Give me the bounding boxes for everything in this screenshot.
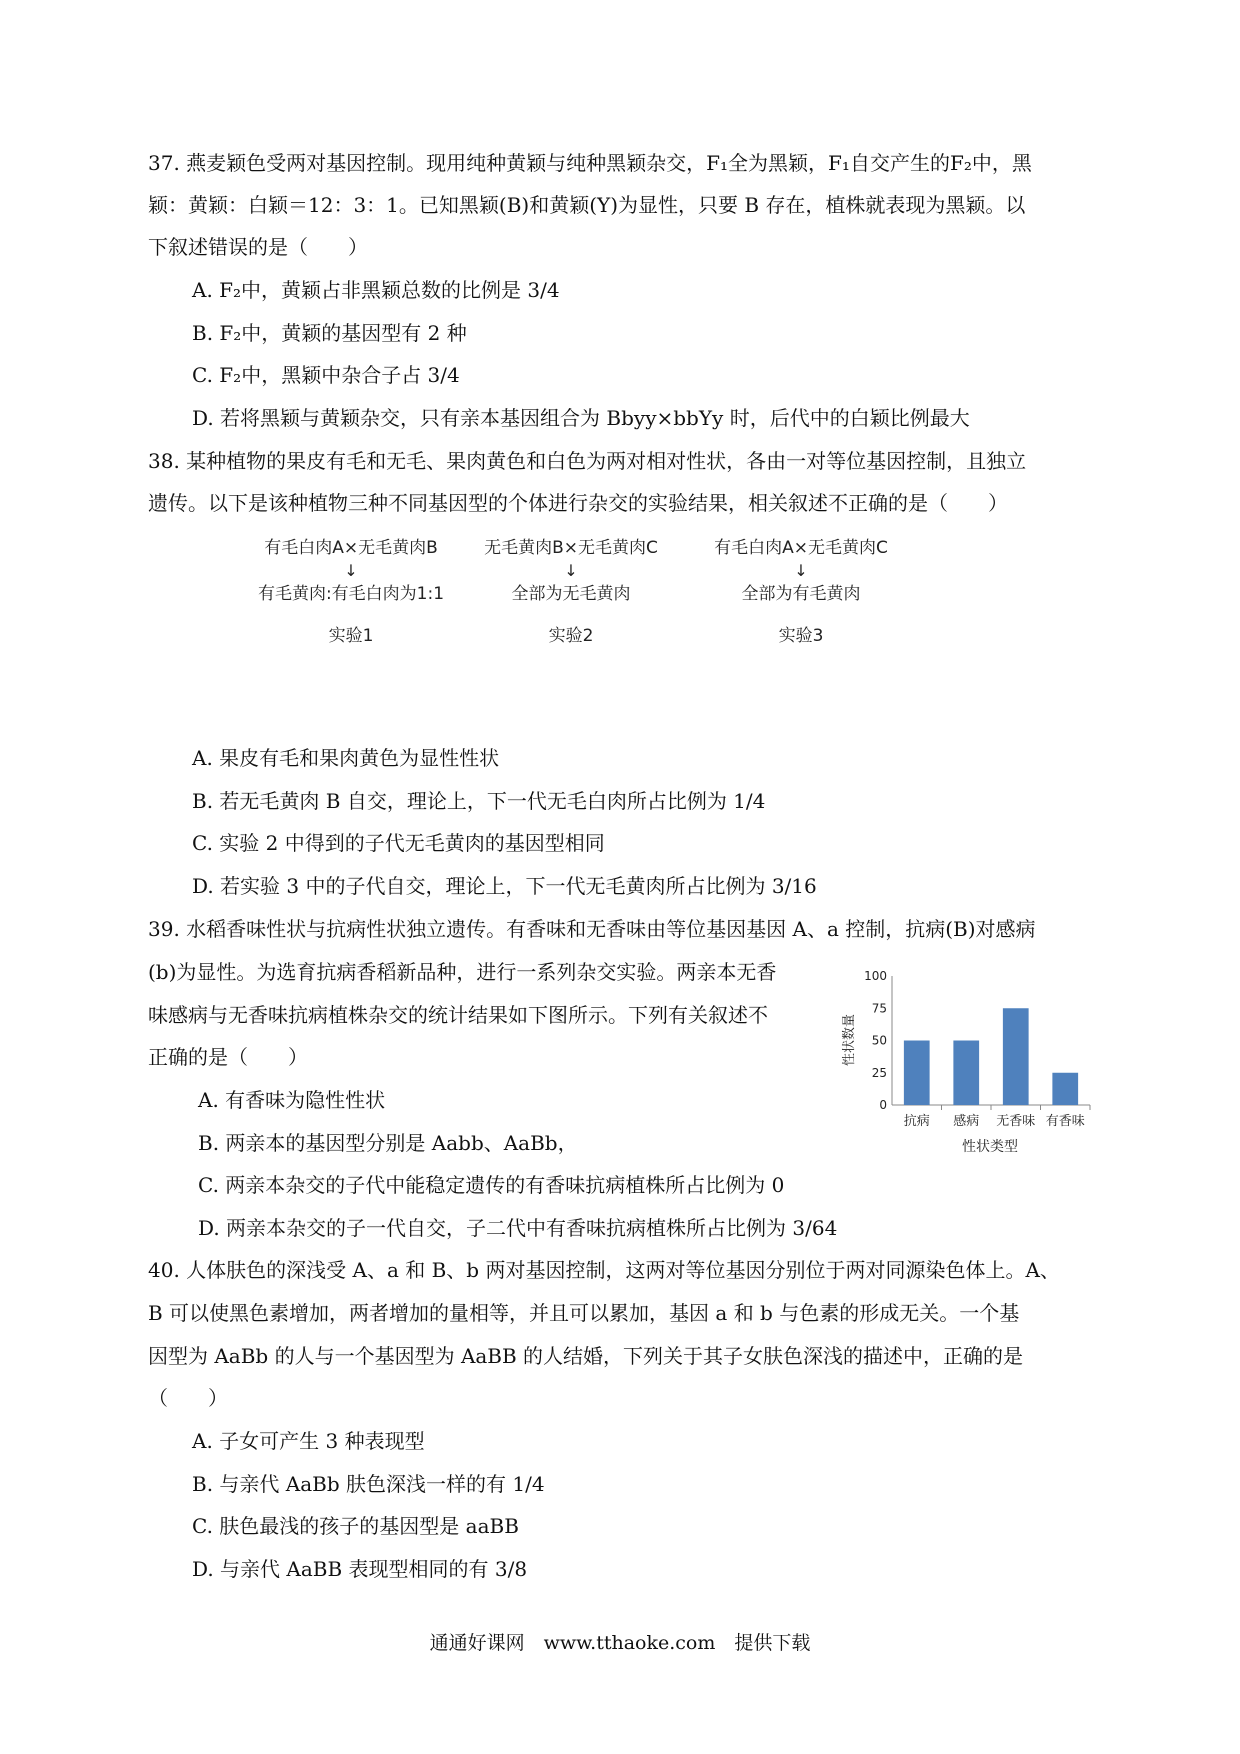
- y-tick-label: 75: [871, 1001, 887, 1016]
- experiment-cross: 有毛白肉A×无毛黄肉C: [714, 538, 888, 558]
- experiment-cross: 有毛白肉A×无毛黄肉B: [264, 538, 438, 558]
- y-tick-label: 25: [871, 1065, 887, 1080]
- bar: [953, 1041, 979, 1106]
- q38-option-a: A. 果皮有毛和果肉黄色为显性性状: [192, 746, 500, 770]
- trait-bar-chart: [840, 965, 1100, 1165]
- q39-stem-line: 味感病与无香味抗病植株杂交的统计结果如下图所示。下列有关叙述不: [148, 1003, 768, 1027]
- bar: [1003, 1008, 1029, 1105]
- page-footer: 通通好课网 www.tthaoke.com 提供下载: [429, 1632, 811, 1654]
- q37-option-b: B. F₂中，黄颖的基因型有 2 种: [192, 321, 467, 345]
- q38-option-d: D. 若实验 3 中的子代自交，理论上，下一代无毛黄肉所占比例为 3/16: [192, 874, 817, 898]
- q40-stem-line: 因型为 AaBb 的人与一个基因型为 AaBB 的人结婚，下列关于其子女肤色深浅的描述中，正确的是: [148, 1344, 1024, 1368]
- experiment-3: [696, 536, 906, 648]
- q40-option-d: D. 与亲代 AaBB 表现型相同的有 3/8: [192, 1557, 528, 1581]
- experiment-result: 全部为无毛黄肉: [511, 584, 631, 604]
- experiment-cross: 无毛黄肉B×无毛黄肉C: [484, 538, 658, 558]
- q39-stem-line: (b)为显性。为选育抗病香稻新品种，进行一系列杂交实验。两亲本无香: [148, 960, 777, 984]
- experiment-label: 实验2: [548, 626, 594, 646]
- q38-stem-line: 38. 某种植物的果皮有毛和无毛、果肉黄色和白色为两对相对性状，各由一对等位基因控制，且独立: [148, 449, 1027, 473]
- q37-stem-line: 下叙述错误的是（ ）: [148, 235, 368, 259]
- y-axis-label: 性状数量: [842, 1013, 857, 1067]
- q38-stem-line: 遗传。以下是该种植物三种不同基因型的个体进行杂交的实验结果，相关叙述不正确的是（ ）: [148, 491, 1008, 515]
- q37-stem-line: 颖：黄颖：白颖＝12：3：1。已知黑颖(B)和黄颖(Y)为显性，只要 B 存在，植株就表现为黑颖。以: [148, 193, 1026, 217]
- experiment-label: 实验3: [778, 626, 824, 646]
- experiment-1: [236, 536, 466, 648]
- y-tick-label: 50: [871, 1033, 887, 1048]
- q39-stem-line: 39. 水稻香味性状与抗病性状独立遗传。有香味和无香味由等位基因基因 A、a 控制，抗病(B)对感病: [148, 917, 1036, 941]
- q40-stem-line: （ ）: [148, 1386, 228, 1410]
- q39-option-d: D. 两亲本杂交的子一代自交，子二代中有香味抗病植株所占比例为 3/64: [198, 1216, 838, 1240]
- q40-option-c: C. 肤色最浅的孩子的基因型是 aaBB: [192, 1514, 519, 1538]
- down-arrow-icon: ↓: [794, 561, 808, 580]
- x-tick-label: 抗病: [903, 1114, 930, 1129]
- q39-option-b: B. 两亲本的基因型分别是 Aabb、AaBb，: [198, 1131, 578, 1155]
- down-arrow-icon: ↓: [344, 561, 358, 580]
- bar: [1052, 1073, 1078, 1105]
- q37-option-c: C. F₂中，黑颖中杂合子占 3/4: [192, 363, 460, 387]
- q38-option-c: C. 实验 2 中得到的子代无毛黄肉的基因型相同: [192, 831, 605, 855]
- q39-option-c: C. 两亲本杂交的子代中能稳定遗传的有香味抗病植株所占比例为 0: [198, 1173, 785, 1197]
- down-arrow-icon: ↓: [564, 561, 578, 580]
- experiment-result: 有毛黄肉:有毛白肉为1:1: [257, 584, 445, 604]
- experiment-result: 全部为有毛黄肉: [741, 584, 861, 604]
- q39-option-a: A. 有香味为隐性性状: [198, 1088, 386, 1112]
- y-tick-label: 100: [864, 969, 887, 983]
- q40-option-a: A. 子女可产生 3 种表现型: [192, 1429, 425, 1453]
- y-tick-label: 0: [879, 1098, 887, 1112]
- q37-stem-line: 37. 燕麦颖色受两对基因控制。现用纯种黄颖与纯种黑颖杂交，F₁全为黑颖，F₁自交产生的F₂中，黑: [148, 151, 1032, 175]
- q38-option-b: B. 若无毛黄肉 B 自交，理论上，下一代无毛白肉所占比例为 1/4: [192, 789, 766, 813]
- x-tick-label: 有香味: [1045, 1114, 1085, 1129]
- experiment-label: 实验1: [328, 626, 374, 646]
- q37-option-d: D. 若将黑颖与黄颖杂交，只有亲本基因组合为 Bbyy×bbYy 时，后代中的白颖比例最大: [192, 406, 970, 430]
- x-tick-label: 感病: [953, 1114, 980, 1129]
- x-axis-label: 性状类型: [962, 1139, 1018, 1155]
- experiment-2: [466, 536, 676, 648]
- q37-option-a: A. F₂中，黄颖占非黑颖总数的比例是 3/4: [192, 278, 560, 302]
- q40-stem-line: 40. 人体肤色的深浅受 A、a 和 B、b 两对基因控制，这两对等位基因分别位于两对同源染色体上。A、: [148, 1258, 1060, 1282]
- q39-stem-line: 正确的是（ ）: [148, 1045, 308, 1069]
- x-tick-label: 无香味: [996, 1114, 1036, 1129]
- q40-stem-line: B 可以使黑色素增加，两者增加的量相等，并且可以累加，基因 a 和 b 与色素的形成无关。一个基: [148, 1301, 1020, 1325]
- bar: [904, 1041, 930, 1106]
- q40-option-b: B. 与亲代 AaBb 肤色深浅一样的有 1/4: [192, 1472, 545, 1496]
